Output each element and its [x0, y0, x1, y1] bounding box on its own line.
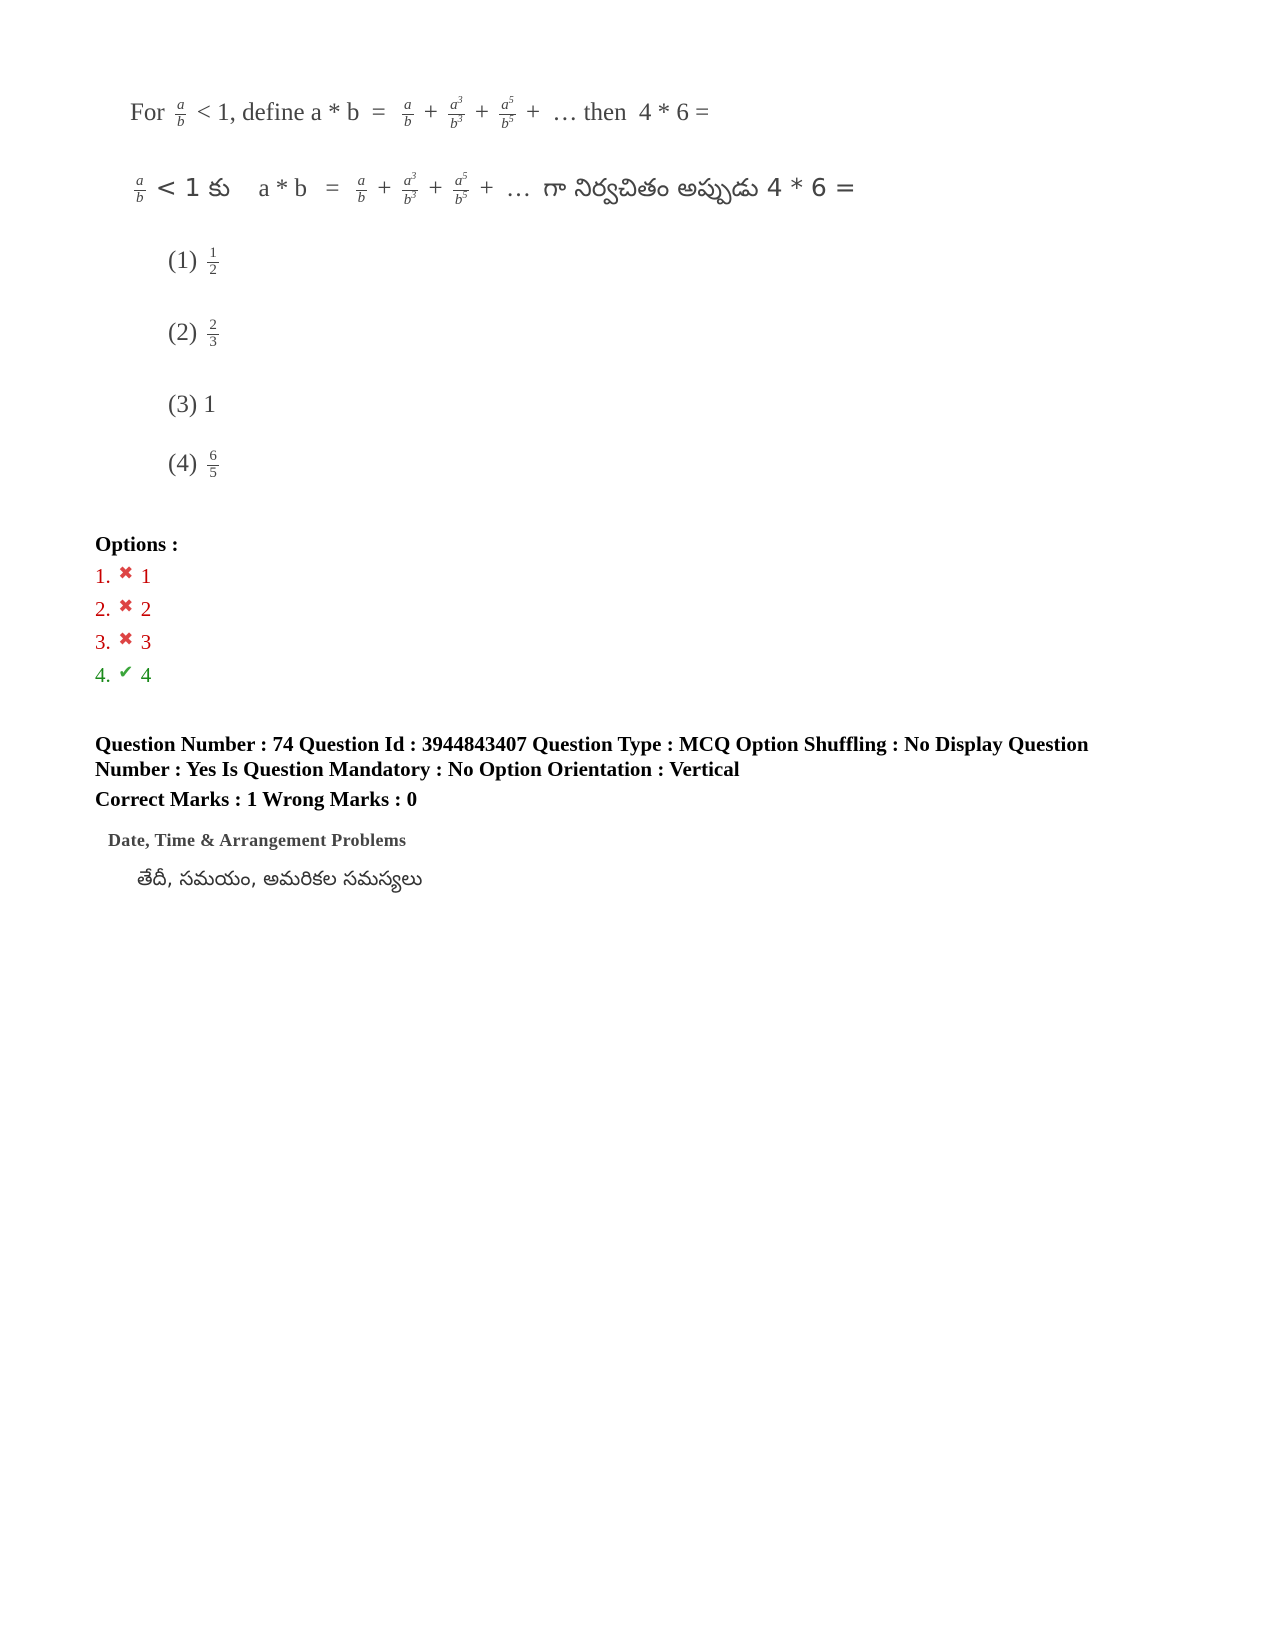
choice-1: (1) $\frac{1}{2}$	[168, 245, 217, 278]
marks-meta: Correct Marks : 1 Wrong Marks : 0	[95, 787, 418, 811]
option-3: 3. ✖ 3	[95, 629, 152, 654]
fraction-a-over-b: $\frac{a}{b}$	[404, 97, 412, 130]
question-dots: …	[506, 174, 531, 202]
question-suffix: 4 * 6 =	[638, 98, 710, 126]
cross-icon: ✖	[118, 596, 134, 616]
fraction-a5-over-b5: $\frac{a^5}{b^5}$	[501, 95, 514, 132]
question-condition: < 1, define a * b	[196, 98, 360, 126]
section-title-english: Date, Time & Arrangement Problems	[108, 830, 407, 850]
fraction-a-over-b: $\frac{a}{b}$	[176, 97, 185, 130]
fraction-a3-over-b3: $\frac{a^3}{b^3}$	[403, 171, 417, 208]
question-meta: Question Number : 74 Question Id : 3944843407 Question Type : MCQ Option Shuffling : No Display Question Number : Yes Is Question Mandatory : No Option Orientation : Vertical	[95, 732, 1089, 781]
equals-sign: =	[371, 98, 386, 126]
fraction-a5-over-b5: $\frac{a^5}{b^5}$	[454, 171, 468, 208]
question-prefix: For	[130, 98, 165, 126]
check-icon: ✔	[118, 662, 134, 682]
choice-4: (4) $\frac{6}{5}$	[168, 448, 217, 481]
option-2: 2. ✖ 2	[95, 596, 152, 621]
section-title-telugu: తేదీ, సమయం, అమరికల సమస్యలు	[137, 866, 423, 890]
choice-2: (2) $\frac{2}{3}$	[168, 317, 217, 350]
options-title: Options :	[95, 532, 179, 556]
fraction-a-over-b: $\frac{a}{b}$	[136, 173, 144, 206]
question-suffix-telugu: గా నిర్వచితం అప్పుడు 4 * 6 =	[543, 172, 856, 202]
question-dots: … then	[552, 98, 627, 126]
cross-icon: ✖	[118, 563, 134, 583]
cross-icon: ✖	[118, 629, 134, 649]
question-condition-telugu: < 1 కు	[155, 172, 231, 202]
choice-3: (3) 1	[168, 391, 216, 418]
equals-sign: =	[325, 174, 340, 202]
question-ab: a * b	[258, 174, 308, 202]
fraction-a3-over-b3: $\frac{a^3}{b^3}$	[450, 95, 463, 132]
option-1: 1. ✖ 1	[95, 563, 152, 588]
question-telugu: $\frac{a}{b}$ < 1 కు a * b = $\frac{a}{b}$ + $\frac{a^3}{b^3}$ + $\frac{a^5}{b^5}$ + … గా నిర్వచితం అప్పుడు 4 * 6 =	[136, 171, 856, 208]
fraction-a-over-b: $\frac{a}{b}$	[357, 173, 366, 206]
question-english: For $\frac{a}{b}$ < 1, define a * b = $\frac{a}{b}$ + $\frac{a^3}{b^3}$ + $\frac{a^5}{b^5}$ + … then 4 * 6 =	[130, 95, 710, 132]
option-4: 4. ✔ 4	[95, 662, 152, 687]
